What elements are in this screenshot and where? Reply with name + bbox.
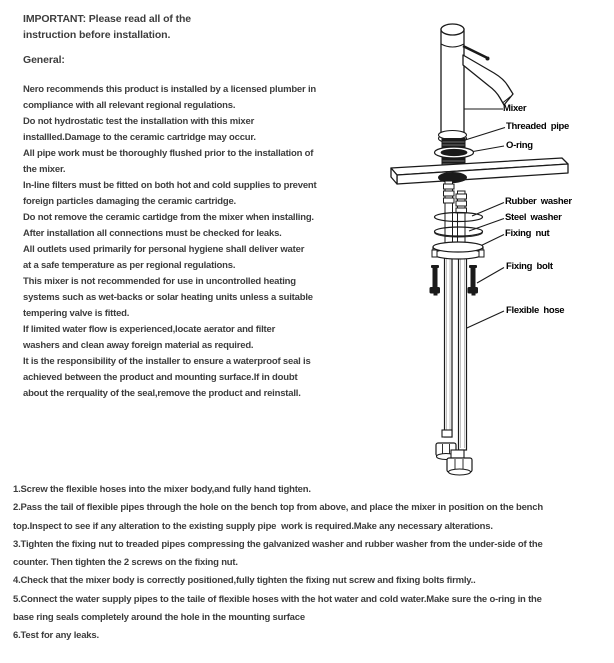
mixer-diagram-drawing [370, 0, 614, 480]
general-instructions [23, 82, 368, 402]
important-note-line: instruction before installation. [23, 28, 171, 41]
installation-step-line: 4.Check that the mixer body is correctly positioned,fully tighten the fixing nut screw and fixing bolts firmly.. [13, 575, 476, 587]
general-instruction-line: tempering valve is fitted. [23, 308, 130, 319]
fixing-bolts-illustration [430, 265, 479, 296]
general-instruction-line: In-line filters must be fitted on both hot and cold supplies to prevent [23, 180, 317, 191]
leader-lines [462, 109, 506, 330]
general-instruction-line: Nero recommends this product is installed by a licensed plumber in [23, 84, 316, 95]
general-instruction-line: systems such as wet-backs or solar heating units unless a suitable [23, 292, 313, 303]
general-instruction-line: achieved between the product and mounting surface.If in doubt [23, 372, 298, 383]
general-heading: General: [23, 54, 65, 66]
general-instruction-line: about the rerquality of the seal,remove the product and reinstall. [23, 388, 301, 399]
general-instruction-line: Do not remove the ceramic cartidge from the mixer when installing. [23, 212, 314, 223]
important-note [23, 12, 293, 43]
general-instruction-line: All pipe work must be thoroughly flushed prior to the installation of [23, 148, 314, 159]
flexible-hoses-illustration [445, 247, 467, 450]
bench-top-illustration [391, 158, 568, 184]
installation-step-line: 1.Screw the flexible hoses into the mixer body,and fully hand tighten. [13, 484, 311, 495]
label-fixing-nut: Fixing nut [505, 228, 550, 239]
installation-step-line: base ring seals completely around the hole in the mounting surface [13, 612, 305, 624]
general-instruction-line: All outlets used primarily for personal hygiene shall deliver water [23, 244, 305, 255]
label-fixing-bolt: Fixing bolt [506, 261, 553, 272]
general-instruction-line: washers and clean away foreign material as required. [23, 340, 254, 351]
label-mixer: Mixer [503, 103, 527, 114]
general-instruction-line: compliance with all relevant regional regulations. [23, 100, 236, 111]
installation-step-line: 6.Test for any leaks. [13, 630, 99, 642]
label-rubber-washer: Rubber washer [505, 196, 572, 207]
installation-step-line: 3.Tighten the fixing nut to treaded pipes compressing the galvanized washer and rubber washer from the under-side of the [13, 538, 543, 550]
general-instruction-line: Do not hydrostatic test the installation with this mixer [23, 116, 255, 127]
installation-step-line: counter. Then tighten the 2 screws on the fixing nut. [13, 557, 238, 569]
general-instruction-line: If limited water flow is experienced,locate aerator and filter [23, 324, 276, 335]
important-note-line: IMPORTANT: Please read all of the [23, 13, 192, 25]
o-ring-illustration [435, 147, 474, 158]
general-instruction-line: This mixer is not recommended for use in uncontrolled heating [23, 276, 296, 287]
label-flexible-hose: Flexible hose [506, 305, 565, 316]
label-o-ring: O-ring [506, 140, 533, 151]
installation-step-line: top.Inspect to see if any alteration to the existing supply pipe work is required.Make any necessary alterations. [13, 520, 493, 532]
installation-step-line: 2.Pass the tail of flexible pipes through the hole on the bench top from above, and place the mixer in position on the bench [13, 502, 543, 514]
mixer-installation-diagram [370, 0, 614, 480]
general-instruction-line: installled.Damage to the ceramic cartridge may occur. [23, 132, 256, 143]
general-instruction-line: It is the responsibility of the installer to ensure a waterproof seal is [23, 356, 311, 367]
general-instruction-line: the mixer. [23, 164, 66, 175]
general-instruction-line: After installation all connections must be checked for leaks. [23, 228, 282, 239]
fixing-nut-illustration [432, 242, 484, 259]
general-instruction-line: foreign particles damaging the ceramic cartridge. [23, 196, 236, 207]
installation-steps [13, 481, 609, 646]
label-threaded-pipe: Threaded pipe [506, 121, 570, 132]
installation-step-line: 5.Connect the water supply pipes to the taile of flexible hoses with the hot water and cold water.Make sure the o-ring in the [13, 593, 542, 605]
label-steel-washer: Steel washer [505, 212, 562, 223]
general-instruction-line: at a safe temperature as per regional regulations. [23, 260, 236, 271]
mixer-body-illustration [441, 24, 513, 133]
